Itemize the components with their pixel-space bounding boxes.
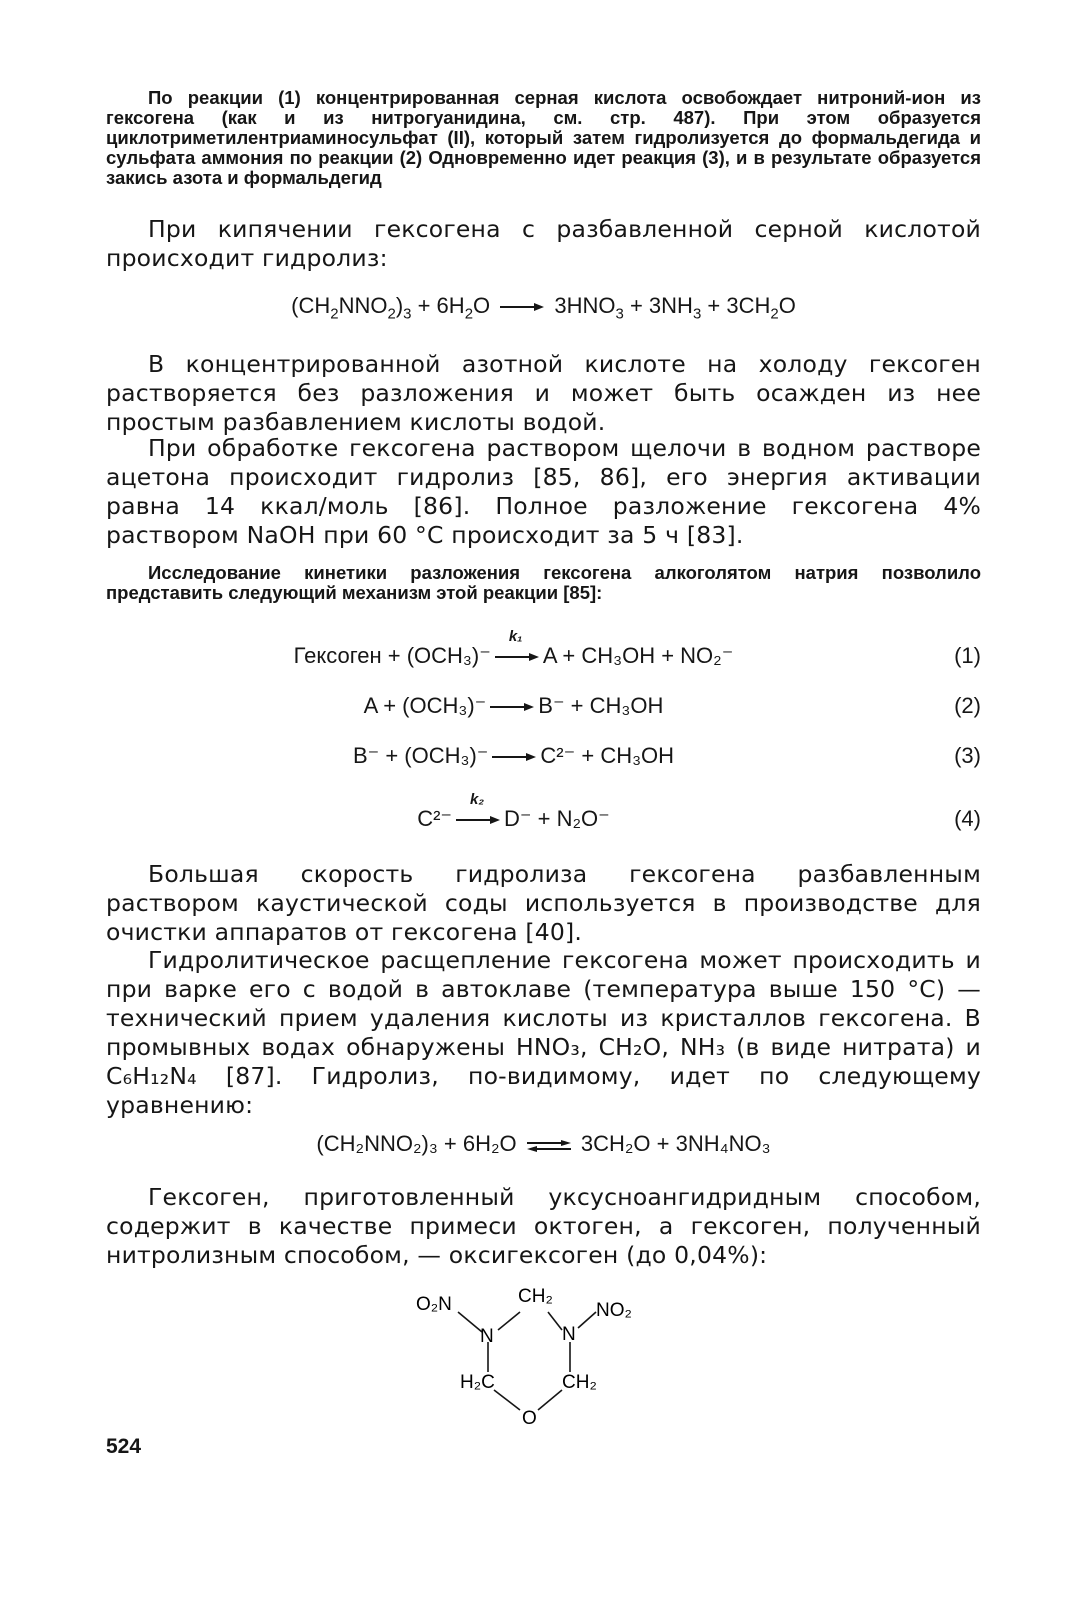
paragraph-alkali: При обработке гексогена раствором щелочи в водном растворе ацетона происходит гидролиз [85, 86], его энергия активации равна 14 ккал/моль [86]. Полное разложение гексогена 4% раствором NaOH при 60 °C происходит за 5 ч [83].: [106, 434, 981, 549]
oxyhexogen-structure: [410, 1282, 650, 1432]
equation-number: (1): [954, 643, 981, 668]
methylene-left: H₂C: [460, 1372, 495, 1393]
paragraph-sulfuric-reaction: По реакции (1) концентрированная серная кислота освобождает нитроний-ион из гексогена (как и из нитрогуанидина, см. стр. 487). При этом образуется циклотриметилентриаминосульфат (II), который затем гидролизуется до формальдегида и сульфата аммония по реакции (2) Одновременно идет реакция (3), и в результате образуется закись азота и формальдегид: [106, 87, 981, 188]
paragraph-nitric-acid: В концентрированной азотной кислоте на холоду гексоген растворяется без разложения и может быть осажден из нее простым разбавлением кислоты водой.: [106, 350, 981, 436]
mechanism-step-4: C²⁻ k₂ D⁻ + N₂O⁻ (4): [417, 791, 981, 831]
nitrogen-left: N: [480, 1326, 494, 1347]
methylene-right: CH₂: [562, 1372, 597, 1393]
paragraph-autoclave: Гидролитическое расщепление гексогена может происходить и при варке его с водой в автоклаве (температура выше 150 °C) — технический прием удаления кислоты из кристаллов гексогена. В промывных водах обнаружены HNO₃, CH₂O, NH₃ (в виде нитрата) и C₆H₁₂N₄ [87]. Гидролиз, по-видимому, идет по следующему уравнению:: [106, 946, 981, 1119]
reaction-arrow-icon: [492, 752, 536, 762]
methylene-top: CH₂: [518, 1286, 553, 1307]
oxygen-bottom: O: [522, 1408, 537, 1429]
paragraph-caustic-soda: Большая скорость гидролиза гексогена разбавленным раствором каустической соды используется в производстве для очистки аппаратов от гексогена [40].: [106, 860, 981, 946]
reaction-arrow-icon: [490, 702, 534, 712]
equation-equilibrium-lhs: (CH₂NNO₂)₃ + 6H₂O: [316, 1131, 517, 1156]
paragraph-boiling-hydrolysis: При кипячении гексогена с разбавленной серной кислотой происходит гидролиз:: [106, 215, 981, 272]
mechanism-step-1: Гексоген + (OCH₃)⁻ k₁ A + CH₃OH + NO₂⁻ (1): [293, 628, 981, 668]
equation-number: (3): [954, 743, 981, 768]
page-number: 524: [106, 1435, 142, 1458]
mechanism-step-3: B⁻ + (OCH₃)⁻ C²⁻ + CH₃OH (3): [352, 743, 981, 768]
equation-equilibrium-rhs: 3CH₂O + 3NH₄NO₃: [580, 1131, 771, 1156]
equation-hydrolysis-lhs: $(CH_2NNO_2)_3 + 6H_2O$: [291, 293, 491, 323]
reaction-arrow-icon: [500, 302, 544, 312]
equation-equilibrium: [106, 1131, 981, 1157]
reaction-arrow-icon: k₂: [456, 815, 500, 825]
reaction-arrow-icon: k₁: [495, 652, 539, 662]
equation-number: (2): [954, 693, 981, 718]
equation-number: (4): [954, 806, 981, 831]
nitro-group-right: NO₂: [596, 1300, 632, 1321]
paragraph-kinetics: Исследование кинетики разложения гексогена алкоголятом натрия позволило представить следующий механизм этой реакции [85]:: [106, 562, 981, 603]
equilibrium-arrow-icon: [527, 1140, 571, 1150]
equation-hydrolysis: [106, 293, 981, 322]
equation-hydrolysis-rhs: $3HNO_3 + 3NH_3 + 3CH_2O$: [554, 293, 796, 323]
paragraph-impurities: Гексоген, приготовленный уксусноангидридным способом, содержит в качестве примеси октоген, а гексоген, полученный нитролизным способом, — оксигексоген (до 0,04%):: [106, 1183, 981, 1269]
nitrogen-right: N: [562, 1324, 576, 1345]
nitro-group-left: O₂N: [416, 1294, 452, 1315]
mechanism-step-2: A + (OCH₃)⁻ B⁻ + CH₃OH (2): [363, 693, 981, 718]
